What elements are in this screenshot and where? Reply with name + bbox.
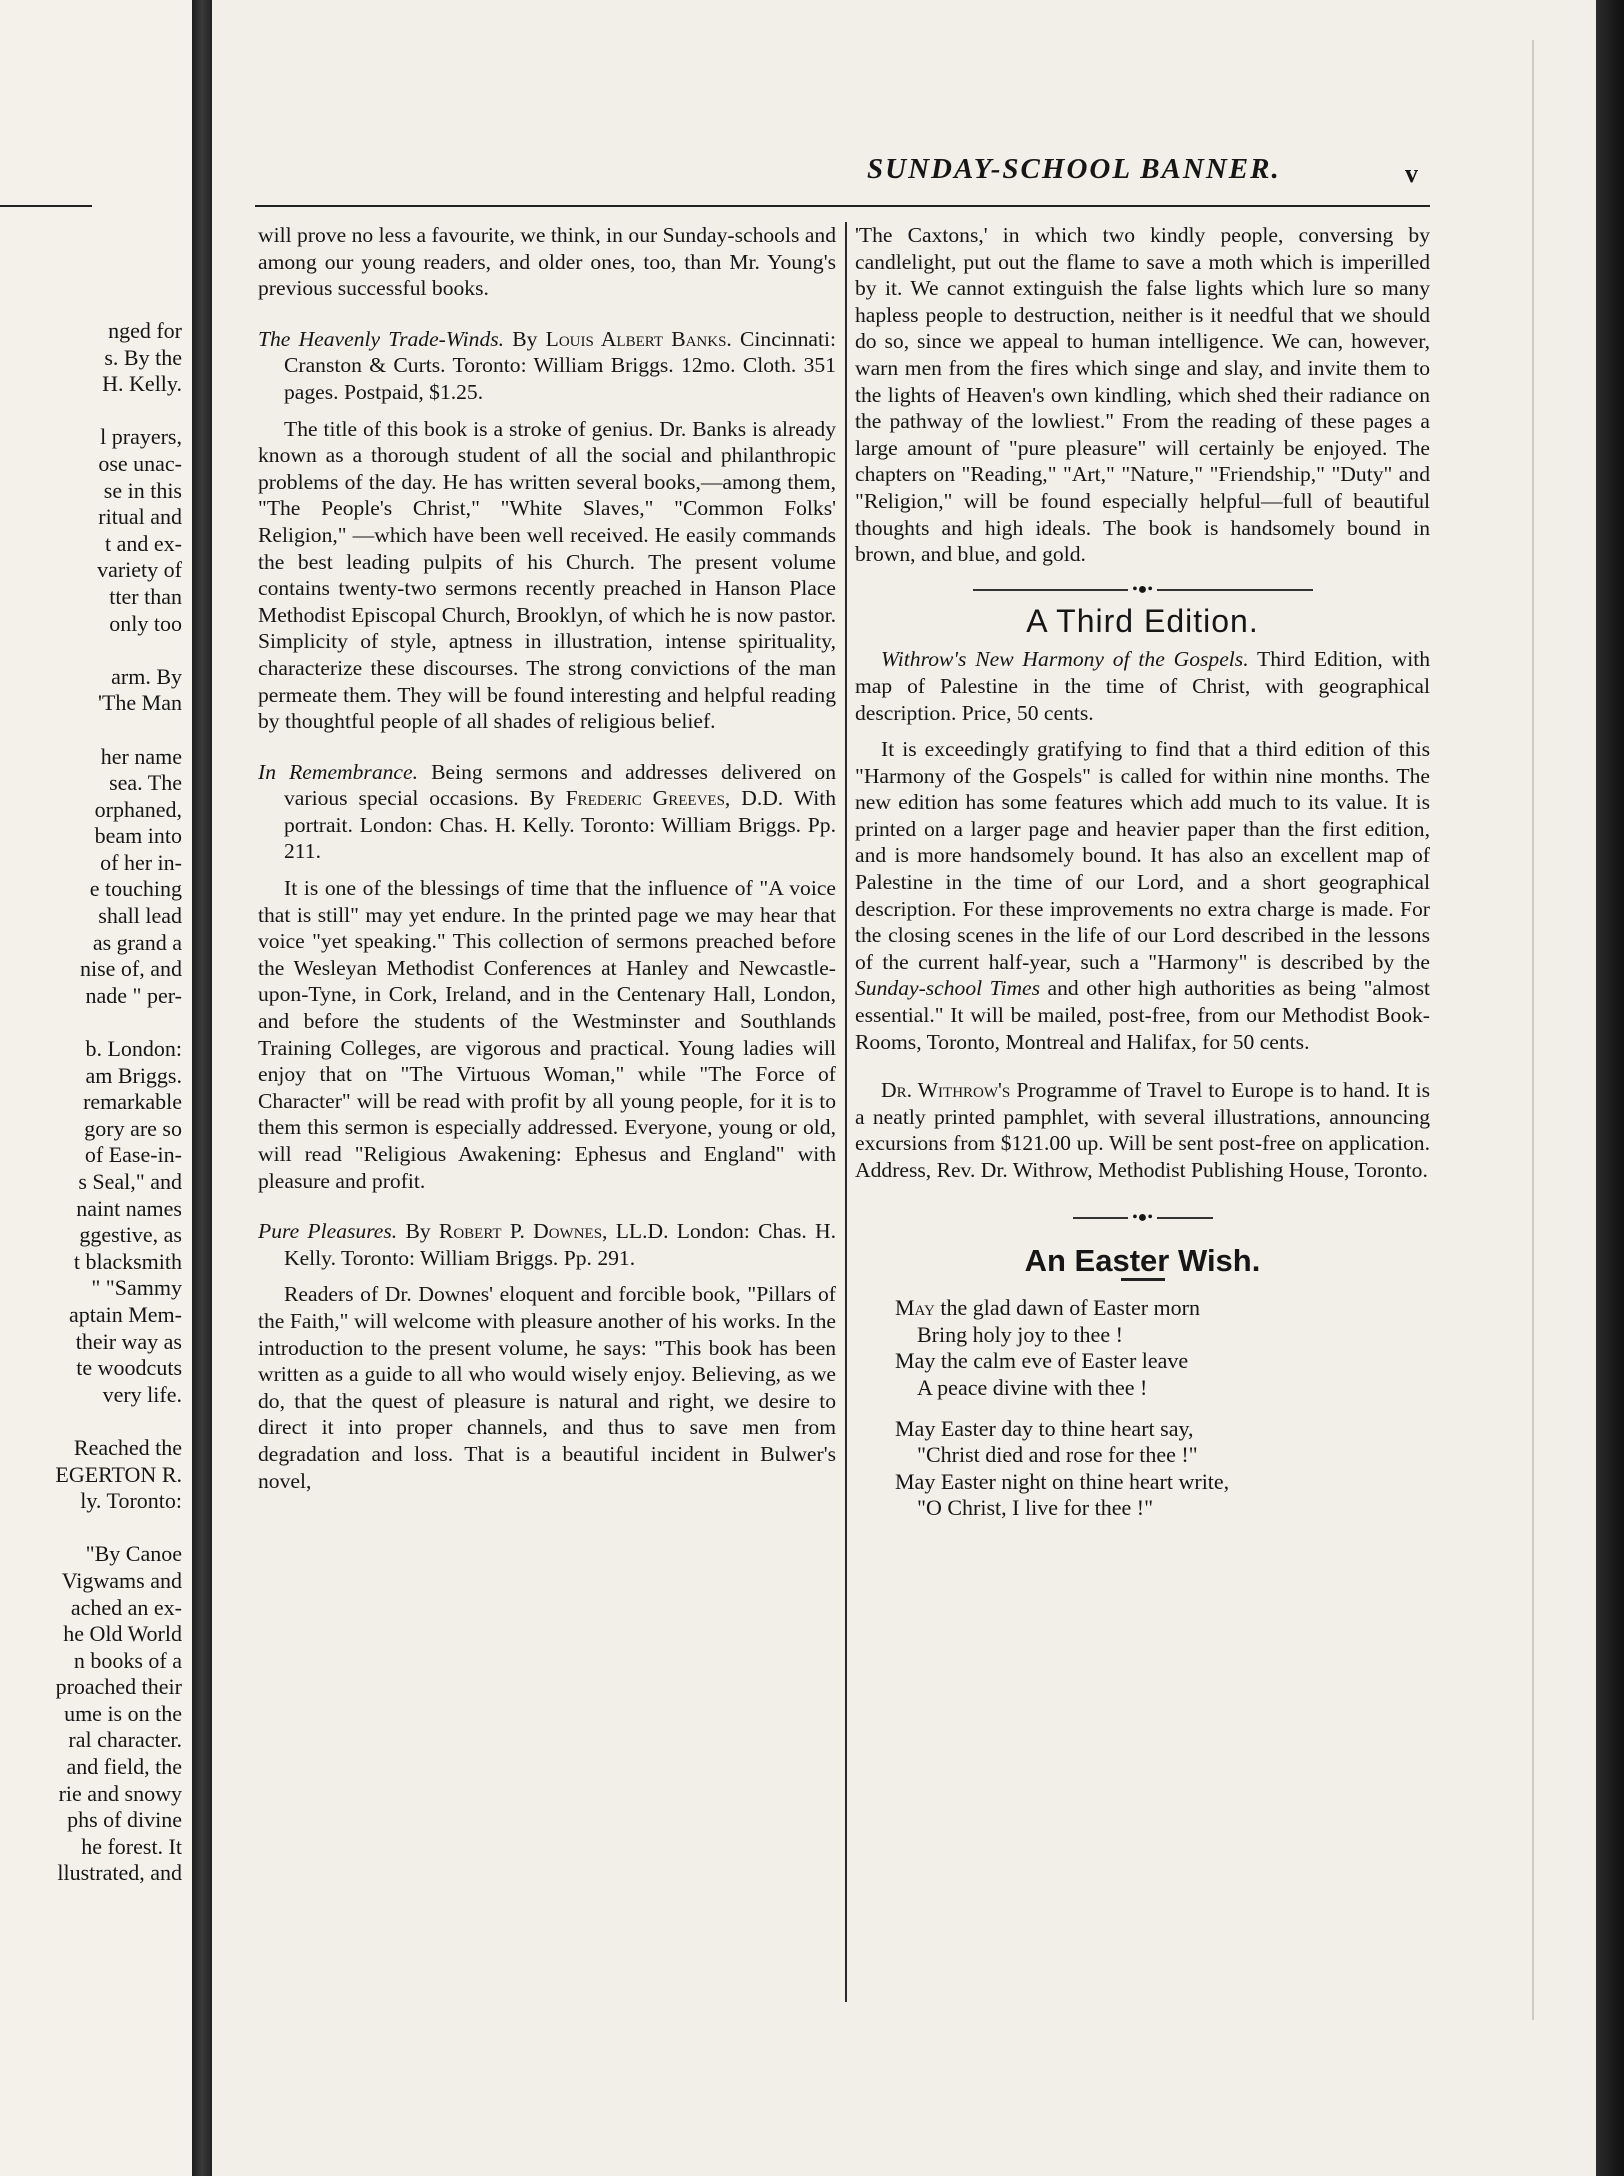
poem-stanza xyxy=(895,1295,1430,1401)
left-column xyxy=(258,222,836,1504)
book-title: The Heavenly Trade-Winds. xyxy=(258,326,505,351)
facing-page-line: of her in- xyxy=(100,849,182,875)
facing-page-line: Vigwams and xyxy=(61,1567,182,1593)
facing-page-text xyxy=(0,318,182,1887)
facing-page xyxy=(0,0,192,2176)
review-paragraph: The title of this book is a stroke of genius. Dr. Banks is already known as a thorough student of all the social and philanthropic problems of the day. He has written several books,—among them, "The People's Christ," "White Slaves," "Common Folks' Religion," —which have been well received. He easily commands the best leading pulpits of his Church. The present volume contains twenty-two sermons recently preached in Hanson Place Methodist Episcopal Church, Brooklyn, of which he is now pastor. Simplicity of style, aptness in illustration, intense spirituality, characterize these discourses. The strong convictions of the man permeate them. They will be found interesting and helpful reading by thoughtful people of all shades of religious belief. xyxy=(258,416,836,734)
column-divider xyxy=(845,222,847,2002)
facing-page-line: n books of a xyxy=(73,1647,182,1673)
facing-page-line: nise of, and xyxy=(79,956,182,982)
facing-page-line: rie and snowy xyxy=(58,1780,182,1806)
facing-page-line: very life. xyxy=(102,1381,182,1407)
facing-page-line: ggestive, as xyxy=(79,1222,182,1248)
facing-page-line: te woodcuts xyxy=(76,1355,182,1381)
facing-page-line: only too xyxy=(109,610,182,636)
harmony-paragraph: It is exceedingly gratifying to find that a third edition of this "Harmony of the Gospels" is called for within nine months. The new edition has some features which add much to its value. It is printed on a larger page and heavier paper than the first edition, and is more handsomely bound. It has also an excellent map of Palestine in the time of our Lord, and a short geographical description. For these improvements no extra charge is made. For the closing scenes in the life of our Lord described in the lessons of the current half-year, such a "Harmony" is described by the Sunday-school Times and other high authorities as being "almost essential." It will be mailed, post-free, from our Methodist Book-Rooms, Toronto, Montreal and Halifax, for 50 cents. xyxy=(855,737,1430,1054)
book-author: Louis Albert Banks. xyxy=(545,326,732,351)
book-entry-heavenly-trade-winds: The Heavenly Trade-Winds. By Louis Albert Banks. Cincinnati: Cranston & Curts. Toronto: William Briggs. 12mo. Cloth. 351 pages. Postpaid, $1.25. xyxy=(258,326,836,404)
facing-page-line: he Old World xyxy=(63,1621,182,1647)
facing-page-line xyxy=(0,1515,182,1542)
facing-page-line: beam into xyxy=(94,823,182,849)
page-edge-line xyxy=(1532,40,1534,2020)
facing-page-line xyxy=(0,637,182,664)
facing-page-rule xyxy=(0,205,92,207)
book-details: Third Edition, with map of Palestine in the time of Christ, with geographical description. Price, 50 cents. xyxy=(855,647,1430,725)
page-edge xyxy=(1596,0,1624,2176)
book-author: Frederic Greeves, xyxy=(565,786,731,811)
facing-page-line xyxy=(0,1009,182,1036)
periodical-title: Sunday-school Times xyxy=(855,976,1041,1001)
facing-page-line: " "Sammy xyxy=(91,1275,182,1301)
facing-page-line: proached their xyxy=(55,1674,182,1700)
poem-stanza xyxy=(895,1416,1430,1522)
facing-page-line: shall lead xyxy=(98,903,182,929)
poem xyxy=(895,1295,1430,1522)
book-details: Cincinnati: Cranston & Curts. Toronto: William Briggs. 12mo. Cloth. 351 pages. Postpaid, $1.25. xyxy=(284,326,836,404)
poem-line: May Easter day to thine heart say, xyxy=(895,1415,1194,1441)
poem-line: May Easter night on thine heart write, xyxy=(895,1468,1230,1494)
facing-page-line: her name xyxy=(100,743,182,769)
poem-line: May the glad dawn of Easter morn xyxy=(895,1295,1200,1321)
facing-page-line: se in this xyxy=(103,477,182,503)
book-details: LL.D. London: Chas. H. Kelly. Toronto: William Briggs. Pp. 291. xyxy=(284,1219,836,1270)
facing-page-line: nged for xyxy=(108,318,182,343)
facing-page-line: s Seal," and xyxy=(78,1169,182,1194)
facing-page-line xyxy=(0,398,182,425)
facing-page-line: t blacksmith xyxy=(73,1248,182,1274)
facing-page-line xyxy=(0,717,182,744)
facing-page-line: ly. Toronto: xyxy=(80,1488,182,1514)
facing-page-line: am Briggs. xyxy=(85,1062,182,1088)
facing-page-line: remarkable xyxy=(83,1089,182,1115)
facing-page-line: ose unac- xyxy=(98,450,182,476)
page-number: v xyxy=(1405,159,1418,188)
facing-page-line: ached an ex- xyxy=(70,1594,182,1620)
poem-line: A peace divine with thee ! xyxy=(917,1374,1148,1400)
facing-page-line: l prayers, xyxy=(100,424,182,450)
book-entry-pure-pleasures: Pure Pleasures. By Robert P. Downes, LL.D. London: Chas. H. Kelly. Toronto: William Briggs. Pp. 291. xyxy=(258,1219,836,1270)
facing-page-line: llustrated, and xyxy=(57,1860,182,1886)
facing-page-line: aptain Mem- xyxy=(68,1301,182,1327)
facing-page-line: ume is on the xyxy=(64,1700,182,1726)
poem-line: May the calm eve of Easter leave xyxy=(895,1348,1189,1374)
facing-page-line: nade " per- xyxy=(85,982,182,1008)
programme-paragraph: Dr. Withrow's Programme of Travel to Europe is to hand. It is a neatly printed pamphlet, with several illustrations, announcing excursions from $121.00 up. Will be sent post-free on application. Address, Rev. Dr. Withrow, Methodist Publishing House, Toronto. xyxy=(855,1078,1431,1182)
facing-page-line: and field, the xyxy=(66,1754,182,1780)
facing-page-line: naint names xyxy=(76,1195,182,1221)
facing-page-line: phs of divine xyxy=(67,1807,182,1833)
facing-page-line: orphaned, xyxy=(94,796,182,822)
ornament-divider: •●• xyxy=(973,582,1313,598)
facing-page-line: e touching xyxy=(89,876,182,902)
facing-page-line: H. Kelly. xyxy=(102,371,182,397)
facing-page-line: b. London: xyxy=(85,1036,182,1062)
heading-rule xyxy=(1121,1278,1165,1281)
ornament-divider: •●• xyxy=(1073,1210,1213,1226)
facing-page-line: Reached the xyxy=(73,1434,182,1460)
right-column xyxy=(855,222,1430,1536)
facing-page-line: ritual and xyxy=(98,504,182,530)
facing-page-line: t and ex- xyxy=(105,530,182,556)
continuation-paragraph: 'The Caxtons,' in which two kindly people, conversing by candlelight, put out the flame to save a moth which is imperilled by it. We cannot extinguish the false lights which lure so many hapless people to destruction, neither is it needful that we should do so, since we appeal to human intelligence. We can, however, warn men from the fires which singe and slay, and invite them to the lights of Heaven's own kindling, which shed their radiance on the pathway of the lowliest." From the reading of these pages a large amount of "pure pleasure" will certainly be enjoyed. The chapters on "Reading," "Art," "Nature," "Friendship," "Duty" and "Religion," will be found especially helpful—full of beautiful thoughts and high ideals. The book is handsomely bound in brown, and blue, and gold. xyxy=(855,223,1430,567)
review-paragraph: Readers of Dr. Downes' eloquent and forcible book, "Pillars of the Faith," will welcome with pleasure another of his works. In the introduction to the present volume, he says: "This book has been written as a guide to all who would wisely enjoy. Believing, as we do, that the quest of pleasure is natural and right, we desire to direct it into proper channels, and thus to save men from degradation and loss. That is a beautiful incident in Bulwer's novel, xyxy=(258,1282,836,1493)
book-author: Robert P. Downes, xyxy=(438,1219,608,1244)
page-header xyxy=(255,145,1430,207)
facing-page-line: tter than xyxy=(109,583,182,609)
book-entry-in-remembrance xyxy=(258,759,836,865)
facing-page-line: sea. The xyxy=(109,770,182,796)
facing-page-line: arm. By xyxy=(111,663,182,689)
poem-line: "Christ died and rose for thee !" xyxy=(917,1442,1198,1468)
facing-page-line: of Ease-in- xyxy=(84,1142,182,1168)
facing-page-line: 'The Man xyxy=(98,690,182,716)
poem-line: Bring holy joy to thee ! xyxy=(917,1321,1123,1347)
book-details: D.D. With portrait. London: Chas. H. Kelly. Toronto: William Briggs. Pp. 211. xyxy=(284,786,837,864)
facing-page-line: "By Canoe xyxy=(85,1541,182,1567)
poem-line: "O Christ, I live for thee !" xyxy=(917,1495,1154,1521)
facing-page-line: ral character. xyxy=(68,1727,182,1753)
facing-page-line: s. By the xyxy=(104,344,182,370)
book-details: Being sermons and addresses delivered on various special occasions. By xyxy=(284,759,837,811)
facing-page-line: as grand a xyxy=(92,929,182,955)
facing-page-line xyxy=(0,1408,182,1435)
section-heading-easter-wish: An Easter Wish. xyxy=(1024,1242,1261,1278)
review-paragraph: It is one of the blessings of time that the influence of "A voice that is still" may yet endure. In the printed page we may hear that voice "yet speaking." This collection of sermons preached before the Wesleyan Methodist Conferences at Hanley and Newcastle-upon-Tyne, in Cork, Ireland, and in the Centenary Hall, London, and before the students of the Westminster and Southlands Training Colleges, are vigorous and practical. Young ladies will enjoy that on "The Virtuous Woman," while "The Force of Character" will be read with profit by all young people, for it is to them this sermon is especially addressed. Everyone, young or old, will read "Religious Awakening: Ephesus and England" with pleasure and profit. xyxy=(258,876,836,1193)
book-gutter xyxy=(192,0,212,2176)
book-title: In Remembrance. xyxy=(258,759,418,784)
running-head: SUNDAY-SCHOOL BANNER. xyxy=(867,153,1281,185)
section-heading-third-edition: A Third Edition. xyxy=(1026,602,1259,639)
facing-page-line: variety of xyxy=(97,557,182,583)
facing-page-line: their way as xyxy=(75,1328,182,1354)
book-title: Withrow's New Harmony of the Gospels. xyxy=(881,647,1249,672)
harmony-entry xyxy=(855,646,1430,726)
facing-page-line: gory are so xyxy=(84,1115,182,1141)
intro-paragraph: will prove no less a favourite, we think, in our Sunday-schools and among our young readers, and older ones, too, than Mr. Young's previous successful books. xyxy=(258,223,836,301)
facing-page-line: he forest. It xyxy=(81,1833,182,1859)
book-title: Pure Pleasures. xyxy=(258,1219,398,1244)
facing-page-line: EGERTON R. xyxy=(55,1461,182,1487)
